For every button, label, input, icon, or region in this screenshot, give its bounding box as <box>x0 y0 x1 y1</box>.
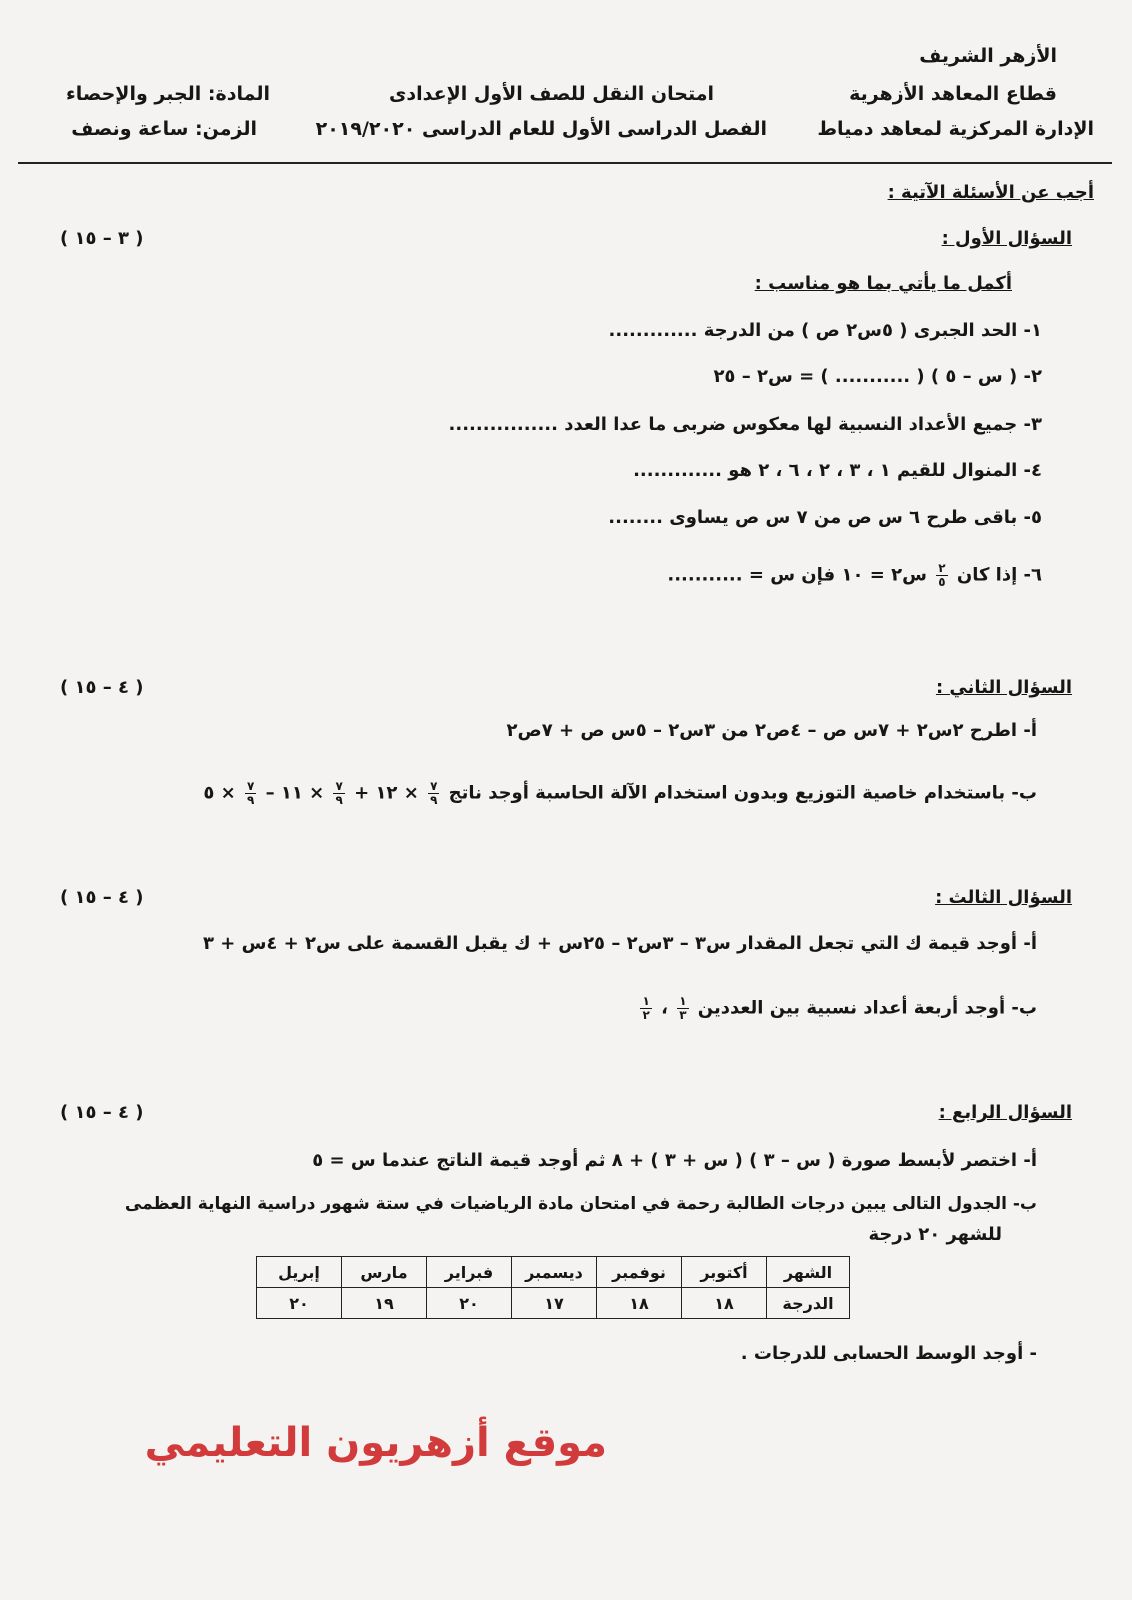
question-4-part-c: - أوجد الوسط الحسابى للدرجات . <box>740 1343 1037 1364</box>
part-b-text: ب- باستخدام خاصية التوزيع وبدون استخدام الآلة الحاسبة أوجد ناتج <box>448 782 1037 804</box>
fraction-numerator: ٧ <box>246 779 255 793</box>
item-6-prefix: ٦- إذا كان <box>956 564 1042 586</box>
fraction-numerator: ٧ <box>335 779 343 793</box>
question-3-title: السؤال الثالث : <box>935 887 1072 908</box>
header-right-line-3: الإدارة المركزية لمعاهد دمياط <box>817 118 1094 140</box>
fraction-separator: ، <box>661 997 668 1019</box>
question-3-part-b <box>637 995 1037 1022</box>
row-label-grade: الدرجة <box>767 1288 850 1319</box>
fraction-denominator: ٩ <box>246 793 255 807</box>
expr-term-2: × ١١ – <box>265 782 325 804</box>
header-left-line-1: المادة: الجبر والإحصاء <box>66 83 270 105</box>
fraction-numerator: ٧ <box>430 779 438 793</box>
month-cell: أكتوبر <box>682 1257 767 1288</box>
table-row <box>257 1257 850 1288</box>
month-cell: إبريل <box>257 1257 342 1288</box>
fraction-denominator: ٣ <box>679 1008 687 1022</box>
grade-cell: ١٧ <box>512 1288 597 1319</box>
row-label-month: الشهر <box>767 1257 850 1288</box>
fraction-seven-ninths <box>428 780 439 807</box>
question-1-item-5: ٥- باقى طرح ٦ س ص من ٧ س ص يساوى ........ <box>608 507 1042 528</box>
question-1-title: السؤال الأول : <box>941 228 1072 249</box>
fraction-numerator: ٢ <box>938 561 946 575</box>
question-4-marks: ( ٤ – ١٥ ) <box>60 1102 144 1123</box>
question-3-part-a: أ- أوجد قيمة ك التي تجعل المقدار س٣ – ٣س٢ – ٢٥س + ك يقبل القسمة على س٢ + ٤س + ٣ <box>202 933 1037 954</box>
question-1-marks: ( ٣ – ١٥ ) <box>60 228 144 249</box>
header-right-line-1: الأزهر الشريف <box>919 45 1057 67</box>
question-2-marks: ( ٤ – ١٥ ) <box>60 677 144 698</box>
month-cell: ديسمبر <box>512 1257 597 1288</box>
fraction-one-half <box>640 995 651 1022</box>
question-4-part-b: ب- الجدول التالى يبين درجات الطالبة رحمة في امتحان مادة الرياضيات في ستة شهور دراسية النهاية العظمى <box>124 1194 1037 1214</box>
question-1-item-1: ١- الحد الجبرى ( ٥س٢ ص ) من الدرجة ............. <box>608 320 1042 341</box>
exam-instruction: أجب عن الأسئلة الآتية : <box>887 182 1094 203</box>
table-row <box>257 1288 850 1319</box>
site-watermark: موقع أزهريون التعليمي <box>144 1420 607 1466</box>
grades-table <box>256 1256 850 1319</box>
grade-cell: ١٩ <box>342 1288 427 1319</box>
question-2-part-a: أ- اطرح ٢س٢ + ٧س ص – ٤ص٢ من ٣س٢ – ٥س ص + ٧ص٢ <box>506 720 1037 741</box>
grade-cell: ٢٠ <box>427 1288 512 1319</box>
fraction-numerator: ١ <box>642 994 650 1008</box>
grade-cell: ١٨ <box>597 1288 682 1319</box>
question-1-item-4: ٤- المنوال للقيم ١ ، ٣ ، ٢ ، ٦ ، ٢ هو ............. <box>633 460 1042 481</box>
month-cell: نوفمبر <box>597 1257 682 1288</box>
header-center-line-2: الفصل الدراسى الأول للعام الدراسى ٢٠١٩/٢٠٢٠ <box>315 118 767 140</box>
question-1-instruction: أكمل ما يأتي بما هو مناسب : <box>754 273 1012 294</box>
fraction-numerator: ١ <box>679 994 687 1008</box>
question-2-title: السؤال الثاني : <box>935 677 1072 698</box>
fraction-denominator: ٩ <box>430 793 438 807</box>
header-left-line-2: الزمن: ساعة ونصف <box>71 118 257 140</box>
grade-cell: ٢٠ <box>257 1288 342 1319</box>
fraction-denominator: ٢ <box>642 1008 650 1022</box>
fraction-seven-ninths <box>333 780 344 807</box>
expr-term-3: × ٥ <box>203 782 236 804</box>
question-1-item-6 <box>667 562 1042 589</box>
question-4-part-b-line-2: للشهر ٢٠ درجة <box>868 1224 1002 1245</box>
fraction-seven-ninths <box>245 780 256 807</box>
question-2-part-b <box>203 780 1037 807</box>
header-divider <box>18 162 1112 164</box>
grade-cell: ١٨ <box>682 1288 767 1319</box>
fraction-two-fifths <box>936 562 947 589</box>
fraction-denominator: ٩ <box>335 793 343 807</box>
question-4-title: السؤال الرابع : <box>938 1102 1072 1123</box>
question-1-item-3: ٣- جميع الأعداد النسبية لها معكوس ضربى ما عدا العدد ................ <box>448 414 1042 435</box>
header-right-line-2: قطاع المعاهد الأزهرية <box>849 83 1057 105</box>
header-center-line-1: امتحان النقل للصف الأول الإعدادى <box>388 83 714 105</box>
question-1-item-2: ٢- ( س – ٥ ) ( ........... ) = س٢ – ٢٥ <box>713 366 1042 387</box>
question-3-marks: ( ٤ – ١٥ ) <box>60 887 144 908</box>
month-cell: فبراير <box>427 1257 512 1288</box>
expr-term-1: × ١٢ + <box>354 782 419 804</box>
fraction-one-third <box>677 995 688 1022</box>
fraction-denominator: ٥ <box>938 575 946 589</box>
item-6-suffix: س٢ = ١٠ فإن س = ........... <box>667 564 927 586</box>
part-b-text: ب- أوجد أربعة أعداد نسبية بين العددين <box>697 997 1037 1019</box>
question-4-part-a: أ- اختصر لأبسط صورة ( س – ٣ ) ( س + ٣ ) + ٨ ثم أوجد قيمة الناتج عندما س = ٥ <box>312 1150 1037 1171</box>
month-cell: مارس <box>342 1257 427 1288</box>
